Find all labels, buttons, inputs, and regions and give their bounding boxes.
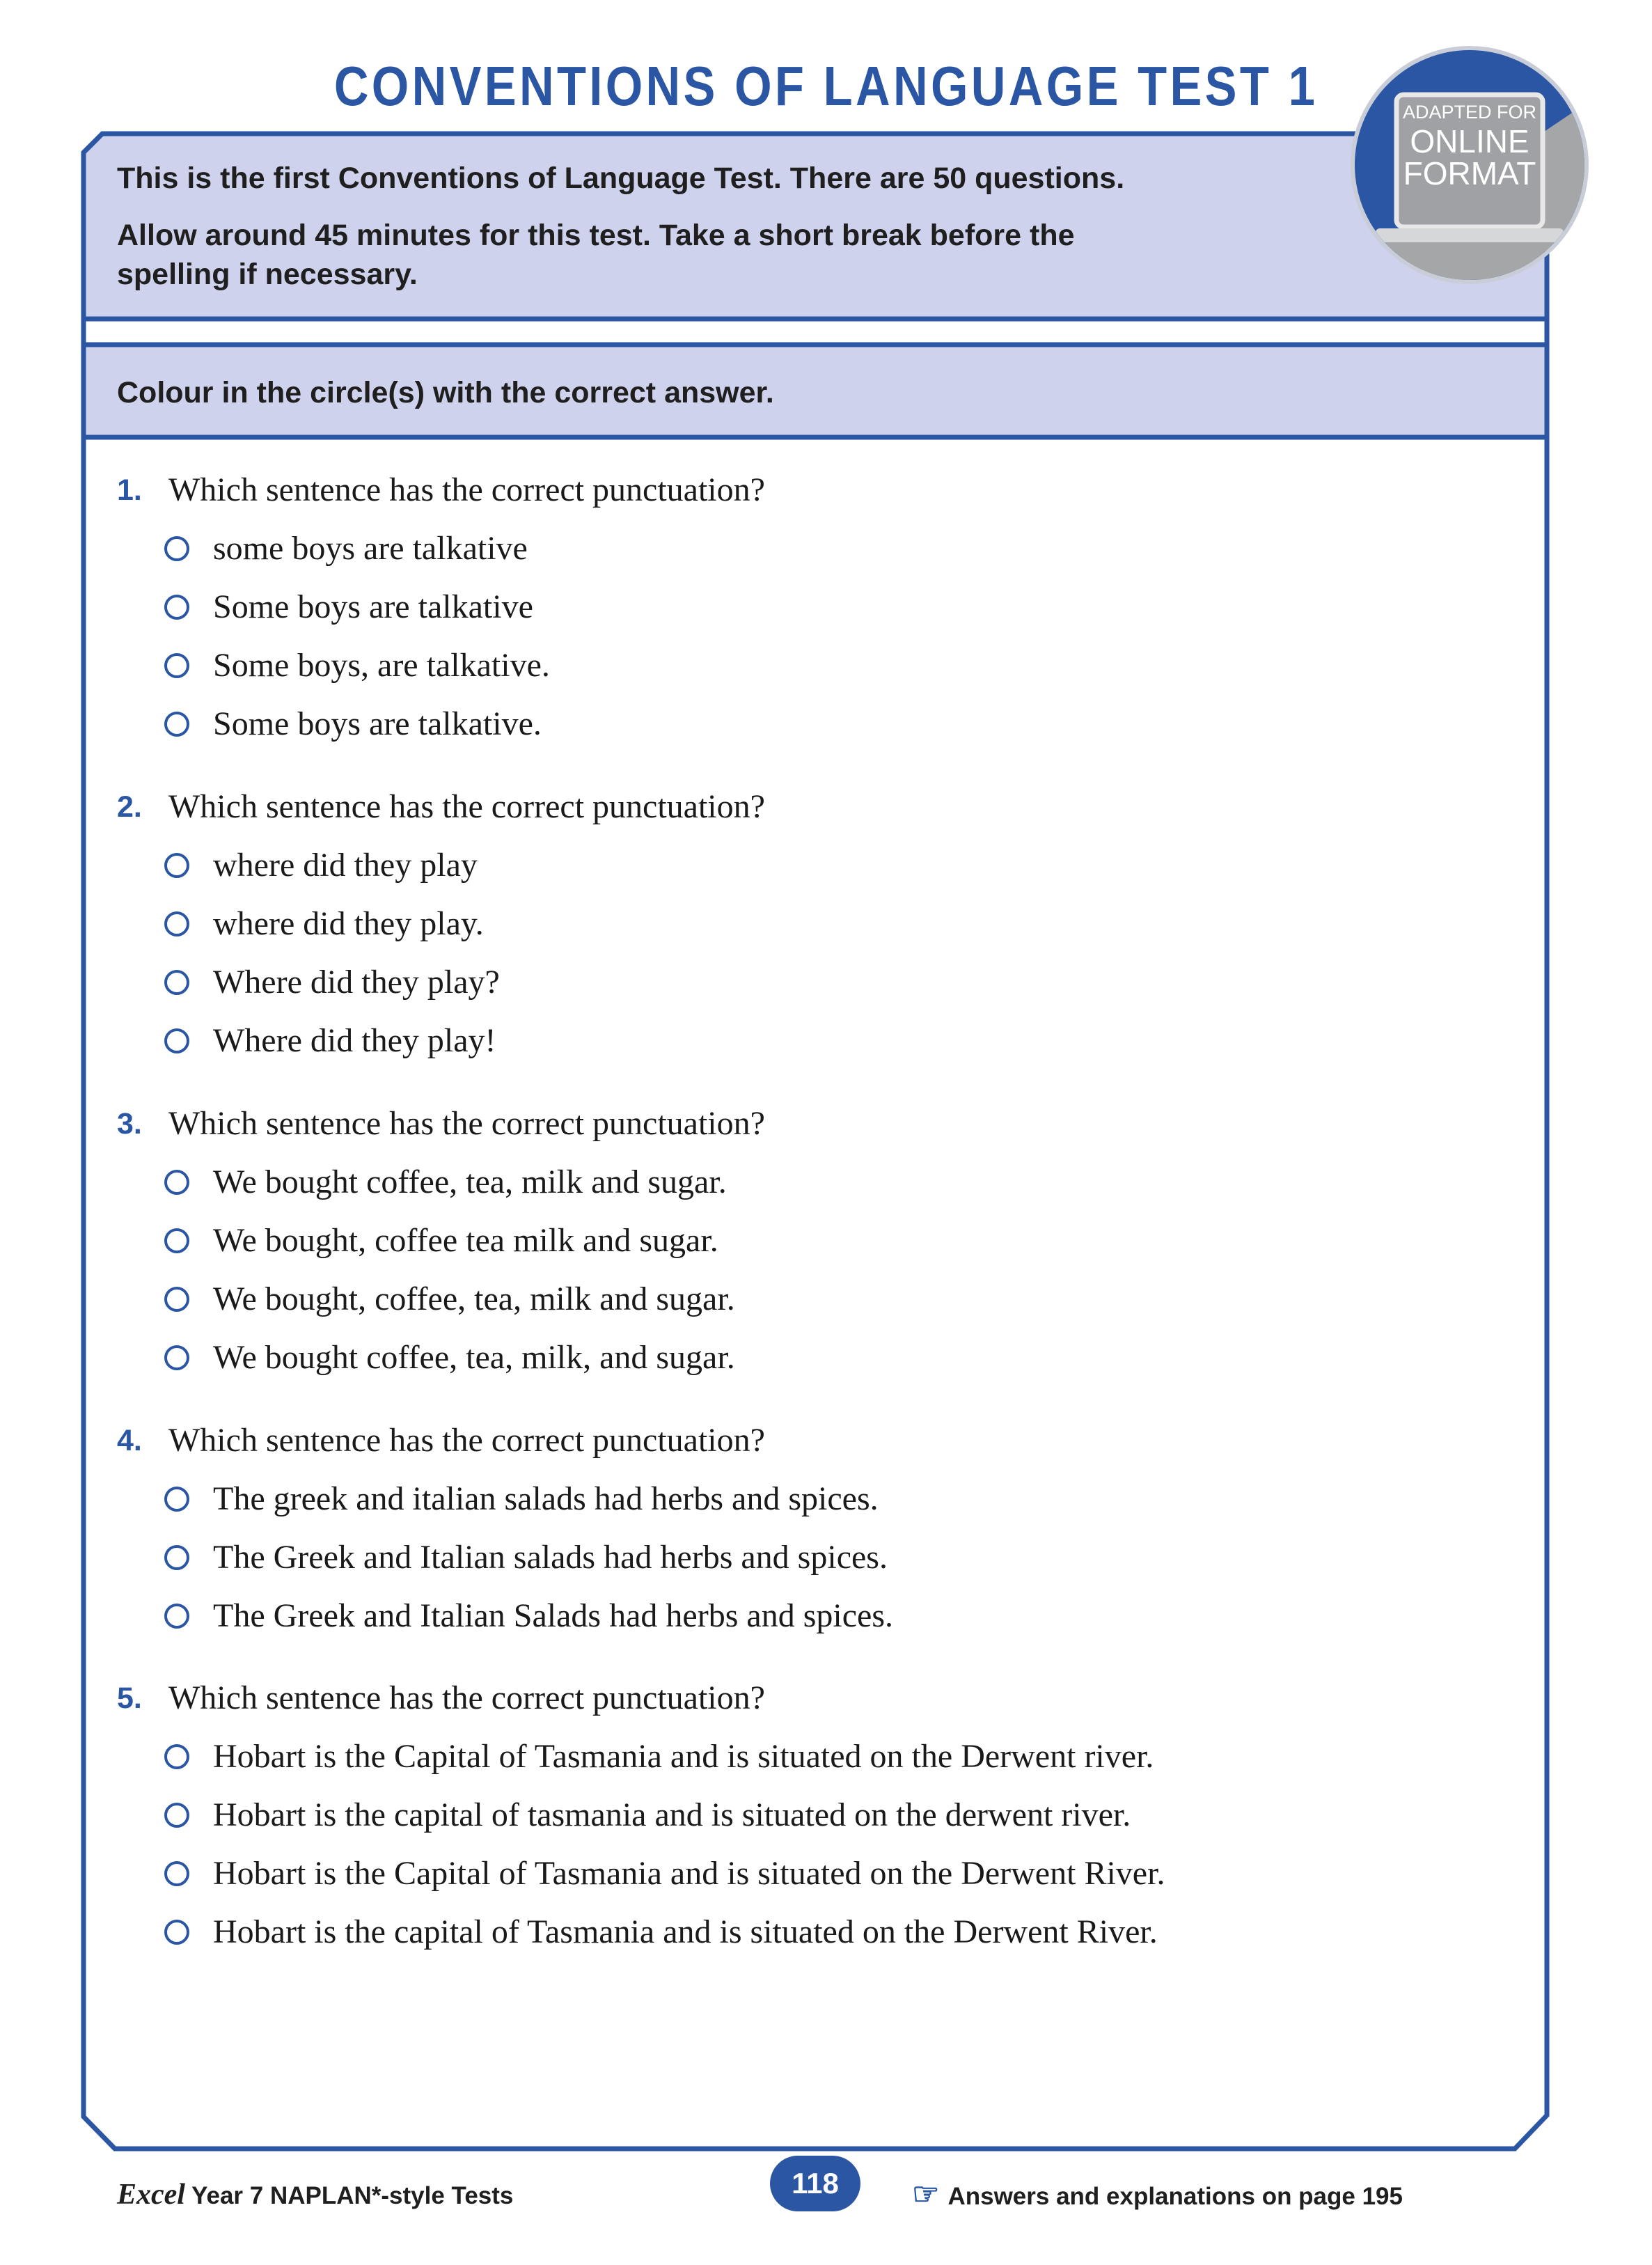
- option-label: We bought coffee, tea, milk, and sugar.: [213, 1339, 735, 1376]
- question-number: 5.: [117, 1682, 142, 1715]
- radio-circle-icon[interactable]: [164, 1345, 189, 1370]
- radio-circle-icon[interactable]: [164, 911, 189, 936]
- option-label: The Greek and Italian Salads had herbs and spices.: [213, 1597, 893, 1634]
- question-number: 3.: [117, 1107, 142, 1141]
- intro-box: [85, 139, 1456, 312]
- badge-line1: ADAPTED FOR: [1402, 102, 1537, 123]
- question-text: Which sentence has the correct punctuation?: [168, 1679, 765, 1716]
- option-label: Hobart is the Capital of Tasmania and is situated on the Derwent river.: [213, 1738, 1154, 1775]
- option-label: Where did they play!: [213, 1022, 496, 1059]
- question-number: 2.: [117, 790, 142, 824]
- radio-circle-icon[interactable]: [164, 970, 189, 995]
- option-label: The greek and italian salads had herbs and spices.: [213, 1480, 879, 1517]
- footer-answers-note: [912, 2177, 1403, 2212]
- radio-circle-icon[interactable]: [164, 653, 189, 678]
- badge-line3: FORMAT: [1403, 155, 1536, 191]
- question-text: Which sentence has the correct punctuation?: [168, 471, 765, 508]
- radio-circle-icon[interactable]: [164, 1287, 189, 1312]
- question-text: Which sentence has the correct punctuation?: [168, 1422, 765, 1459]
- radio-circle-icon[interactable]: [164, 1744, 189, 1769]
- page-title: CONVENTIONS OF LANGUAGE TEST 1: [333, 55, 1319, 117]
- radio-circle-icon[interactable]: [164, 1545, 189, 1570]
- radio-circle-icon[interactable]: [164, 853, 189, 878]
- radio-circle-icon[interactable]: [164, 536, 189, 561]
- pointing-hand-icon: ☞: [912, 2177, 940, 2211]
- radio-circle-icon[interactable]: [164, 1170, 189, 1195]
- badge-line2: ONLINE: [1410, 123, 1529, 159]
- radio-circle-icon[interactable]: [164, 595, 189, 620]
- answers-text: Answers and explanations on page 195: [947, 2183, 1403, 2210]
- book-name: Year 7 NAPLAN*-style Tests: [191, 2182, 514, 2209]
- question-number: 4.: [117, 1424, 142, 1457]
- radio-circle-icon[interactable]: [164, 712, 189, 737]
- radio-circle-icon[interactable]: [164, 1861, 189, 1886]
- option-label: The Greek and Italian salads had herbs and spices.: [213, 1539, 888, 1576]
- option-label: some boys are talkative: [213, 530, 528, 567]
- page-number: 118: [770, 2156, 860, 2211]
- question-text: Which sentence has the correct punctuation?: [168, 1105, 765, 1142]
- radio-circle-icon[interactable]: [164, 1920, 189, 1945]
- intro-line1: This is the first Conventions of Language Test. There are 50 questions.: [117, 162, 1125, 195]
- option-label: Where did they play?: [213, 964, 500, 1001]
- option-label: Some boys, are talkative.: [213, 647, 550, 684]
- radio-circle-icon[interactable]: [164, 1604, 189, 1629]
- option-label: We bought, coffee, tea, milk and sugar.: [213, 1280, 735, 1317]
- question-number: 1.: [117, 473, 142, 507]
- option-label: Hobart is the Capital of Tasmania and is situated on the Derwent River.: [213, 1855, 1165, 1892]
- question-text: Which sentence has the correct punctuation?: [168, 788, 765, 825]
- option-label: where did they play: [213, 847, 478, 884]
- option-label: We bought, coffee tea milk and sugar.: [213, 1222, 718, 1259]
- brand-name: Excel: [117, 2179, 185, 2211]
- option-label: We bought coffee, tea, milk and sugar.: [213, 1163, 727, 1200]
- option-label: Some boys are talkative.: [213, 705, 542, 742]
- option-label: Hobart is the capital of Tasmania and is situated on the Derwent River.: [213, 1913, 1158, 1950]
- intro-line3: spelling if necessary.: [117, 258, 418, 291]
- option-label: Hobart is the capital of tasmania and is situated on the derwent river.: [213, 1796, 1131, 1833]
- instruction-text: Colour in the circle(s) with the correct answer.: [117, 376, 774, 409]
- option-label: Some boys are talkative: [213, 588, 533, 625]
- footer-book-title: [117, 2178, 513, 2211]
- radio-circle-icon[interactable]: [164, 1228, 189, 1253]
- radio-circle-icon[interactable]: [164, 1028, 189, 1053]
- option-label: where did they play.: [213, 905, 484, 942]
- intro-line2: Allow around 45 minutes for this test. Take a short break before the: [117, 219, 1075, 252]
- radio-circle-icon[interactable]: [164, 1487, 189, 1512]
- radio-circle-icon[interactable]: [164, 1803, 189, 1828]
